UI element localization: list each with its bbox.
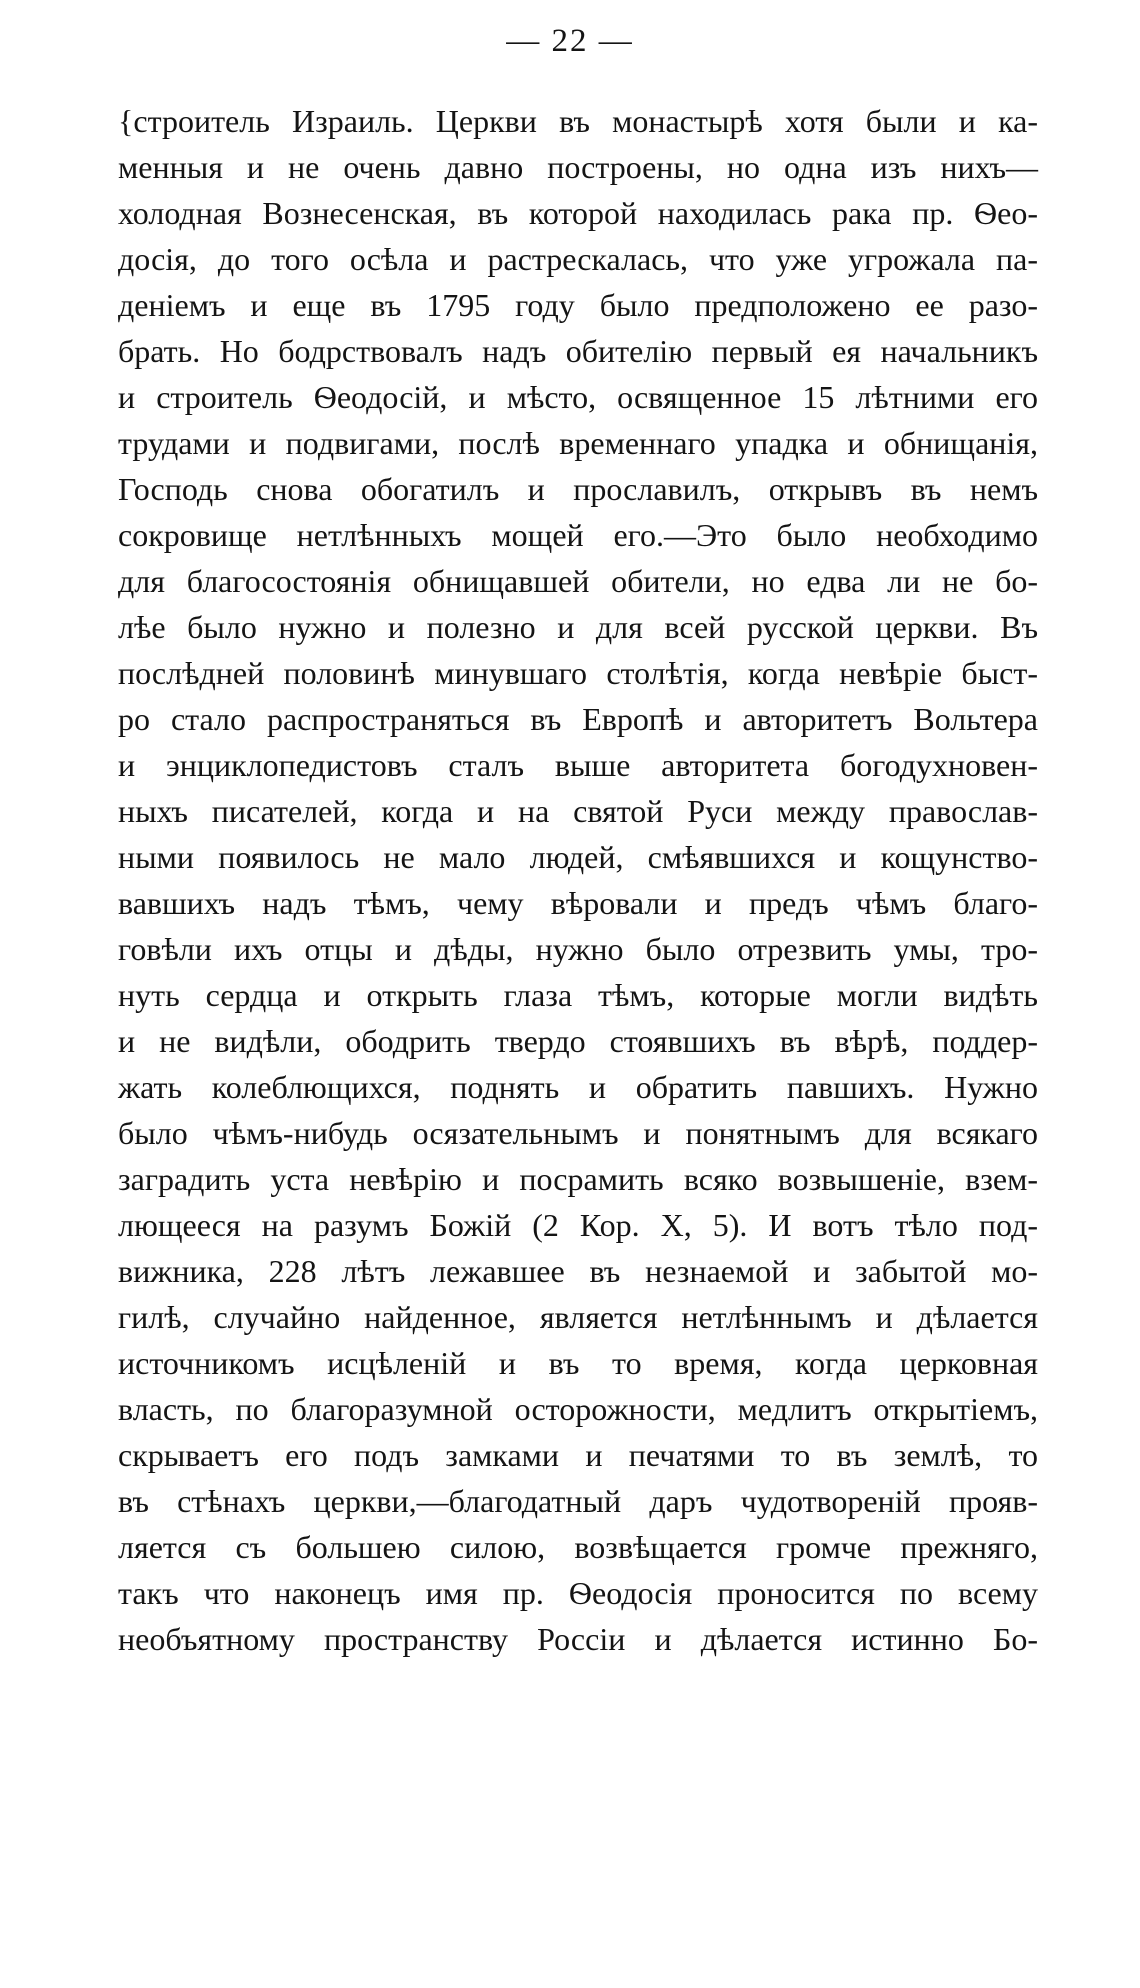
text-line: вижника, 228 лѣтъ лежавшее въ незнаемой и забытой мо- <box>118 1253 1038 1289</box>
text-line: ляется съ большею силою, возвѣщается громче прежняго, <box>118 1529 1038 1565</box>
text-line: сокровище нетлѣнныхъ мощей его.—Это было необходимо <box>118 517 1038 553</box>
text-line: такъ что наконецъ имя пр. Ѳеодосія проносится по всему <box>118 1575 1038 1611</box>
text-line: въ стѣнахъ церкви,—благодатный даръ чудотвореній прояв- <box>118 1483 1038 1519</box>
text-line: жать колеблющихся, поднять и обратить павшихъ. Нужно <box>118 1069 1038 1105</box>
text-line: менныя и не очень давно построены, но одна изъ нихъ— <box>118 149 1038 185</box>
text-line: и энциклопедистовъ сталъ выше авторитета богодухновен- <box>118 747 1038 783</box>
text-line: трудами и подвигами, послѣ временнаго упадка и обнищанія, <box>118 425 1038 461</box>
text-line: было чѣмъ-нибудь осязательнымъ и понятнымъ для всякаго <box>118 1115 1038 1151</box>
text-line: холодная Вознесенская, въ которой находилась рака пр. Ѳео- <box>118 195 1038 231</box>
text-line: скрываетъ его подъ замками и печатями то въ землѣ, то <box>118 1437 1038 1473</box>
text-line: гилѣ, случайно найденное, является нетлѣннымъ и дѣлается <box>118 1299 1038 1335</box>
text-line: источникомъ исцѣленій и въ то время, когда церковная <box>118 1345 1038 1381</box>
text-line: деніемъ и еще въ 1795 году было предположено ее разо- <box>118 287 1038 323</box>
text-line: ныхъ писателей, когда и на святой Руси между православ- <box>118 793 1038 829</box>
text-line: и строитель Ѳеодосій, и мѣсто, освященное 15 лѣтними его <box>118 379 1038 415</box>
text-line: необъятному пространству Россіи и дѣлается истинно Бо- <box>118 1621 1038 1657</box>
text-line: власть, по благоразумной осторожности, медлитъ открытіемъ, <box>118 1391 1038 1427</box>
text-line: лющееся на разумъ Божій (2 Кор. X, 5). И вотъ тѣло под- <box>118 1207 1038 1243</box>
text-line: говѣли ихъ отцы и дѣды, нужно было отрезвить умы, тро- <box>118 931 1038 967</box>
text-line: досія, до того осѣла и растрескалась, что уже угрожала па- <box>118 241 1038 277</box>
text-line: ро стало распространяться въ Европѣ и авторитетъ Вольтера <box>118 701 1038 737</box>
body-text <box>118 98 1038 1662</box>
text-line: {строитель Израиль. Церкви въ монастырѣ хотя были и ка- <box>118 103 1038 139</box>
text-line: послѣдней половинѣ минувшаго столѣтія, когда невѣріе быст- <box>118 655 1038 691</box>
text-line: вавшихъ надъ тѣмъ, чему вѣровали и предъ чѣмъ благо- <box>118 885 1038 921</box>
text-line: для благосостоянія обнищавшей обители, но едва ли не бо- <box>118 563 1038 599</box>
text-line: нуть сердца и открыть глаза тѣмъ, которые могли видѣть <box>118 977 1038 1013</box>
text-line: Господь снова обогатилъ и прославилъ, открывъ въ немъ <box>118 471 1038 507</box>
text-line: заградить уста невѣрію и посрамить всяко возвышеніе, взем- <box>118 1161 1038 1197</box>
text-line: ными появилось не мало людей, смѣявшихся и кощунство- <box>118 839 1038 875</box>
page-number: — 22 — <box>506 23 634 59</box>
text-line: лѣе было нужно и полезно и для всей русской церкви. Въ <box>118 609 1038 645</box>
text-line: брать. Но бодрствовалъ надъ обителію первый ея начальникъ <box>118 333 1038 369</box>
text-line: и не видѣли, ободрить твердо стоявшихъ въ вѣрѣ, поддер- <box>118 1023 1038 1059</box>
